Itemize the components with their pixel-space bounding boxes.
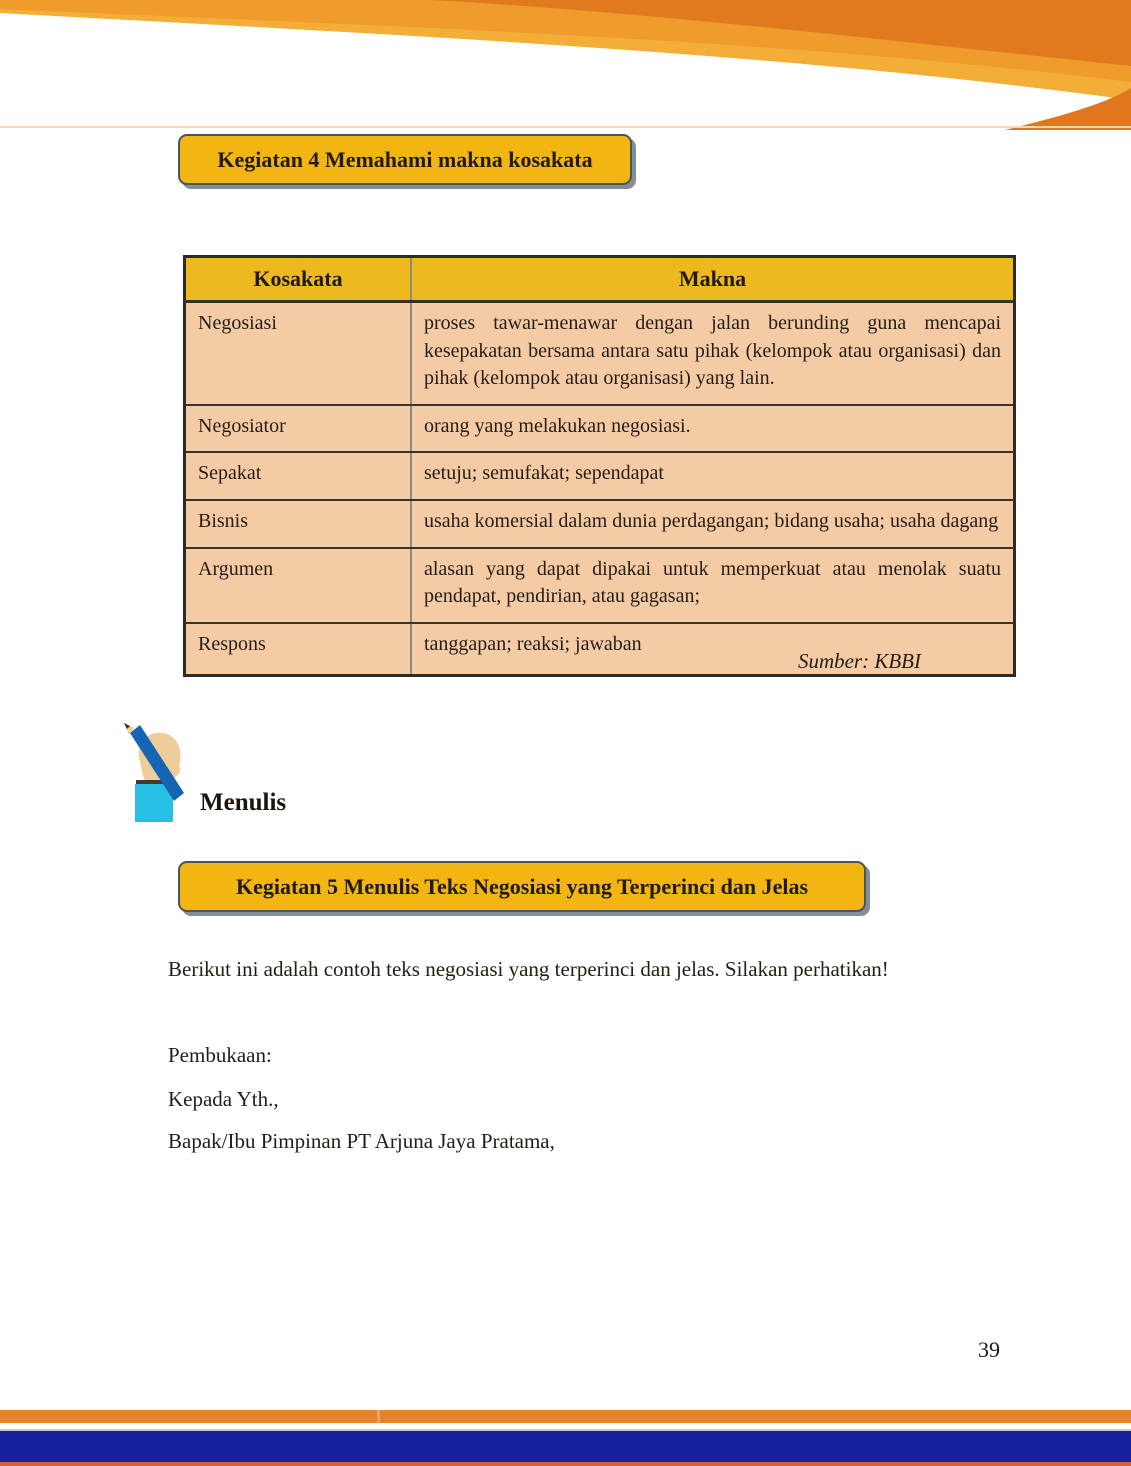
footer-orange-bar-left: [0, 1410, 377, 1423]
activity5-banner: [178, 861, 866, 912]
footer-bottom-line: [0, 1462, 1131, 1466]
meaning-cell: usaha komersial dalam dunia perdagangan; bidang usaha; usaha dagang: [411, 500, 1015, 548]
table-row: [185, 405, 1015, 453]
term-cell: Respons: [185, 623, 412, 676]
table-source-caption: Sumber: KBBI: [797, 649, 921, 673]
meaning-cell: tanggapan; reaksi; jawaban: [411, 623, 1015, 676]
company-line: Bapak/Ibu Pimpinan PT Arjuna Jaya Pratama,: [168, 1129, 555, 1153]
recipient-line: Kepada Yth.,: [168, 1087, 279, 1111]
term-cell: Sepakat: [185, 452, 412, 500]
activity4-banner-label: Kegiatan 4 Memahami makna kosakata: [217, 146, 593, 172]
header-divider-line: [0, 126, 1131, 128]
writing-section-heading: Menulis: [200, 789, 287, 816]
term-cell: Bisnis: [185, 500, 412, 548]
pencil-in-hand-icon: [122, 720, 188, 822]
meaning-cell: alasan yang dapat dipakai untuk memperkuat atau menolak suatu pendapat, pendirian, atau gagasan;: [411, 548, 1015, 623]
table-row: [185, 548, 1015, 623]
meaning-cell: orang yang melakukan negosiasi.: [411, 405, 1015, 453]
footer-blue-bar: [0, 1431, 1131, 1462]
activity5-banner-label: Kegiatan 5 Menulis Teks Negosiasi yang Terperinci dan Jelas: [235, 873, 809, 899]
meaning-cell: setuju; semufakat; sependapat: [411, 452, 1015, 500]
opening-label: Pembukaan:: [168, 1043, 272, 1067]
vocabulary-table: [183, 255, 1016, 677]
intro-paragraph: Berikut ini adalah contoh teks negosiasi yang terperinci dan jelas. Silakan perhatikan!: [168, 957, 889, 981]
table-row: [185, 500, 1015, 548]
header-cell-makna: Makna: [411, 257, 1015, 302]
footer-orange-bar-right: [380, 1410, 1131, 1423]
term-cell: Argumen: [185, 548, 412, 623]
header-cell-kosakata: Kosakata: [185, 257, 412, 302]
header-wave-graphic: [0, 0, 1131, 130]
table-row: [185, 302, 1015, 405]
term-cell: Negosiator: [185, 405, 412, 453]
table-row: [185, 452, 1015, 500]
activity4-banner: [178, 134, 632, 185]
meaning-cell: proses tawar-menawar dengan jalan berunding guna mencapai kesepakatan bersama antara satu pihak (kelompok atau organisasi) dan pihak (kelompok atau organisasi) yang lain.: [411, 302, 1015, 405]
term-cell: Negosiasi: [185, 302, 412, 405]
table-header-row: [185, 257, 1015, 302]
vocabulary-table-body: [185, 257, 1015, 676]
page-number: 39: [978, 1337, 1000, 1362]
